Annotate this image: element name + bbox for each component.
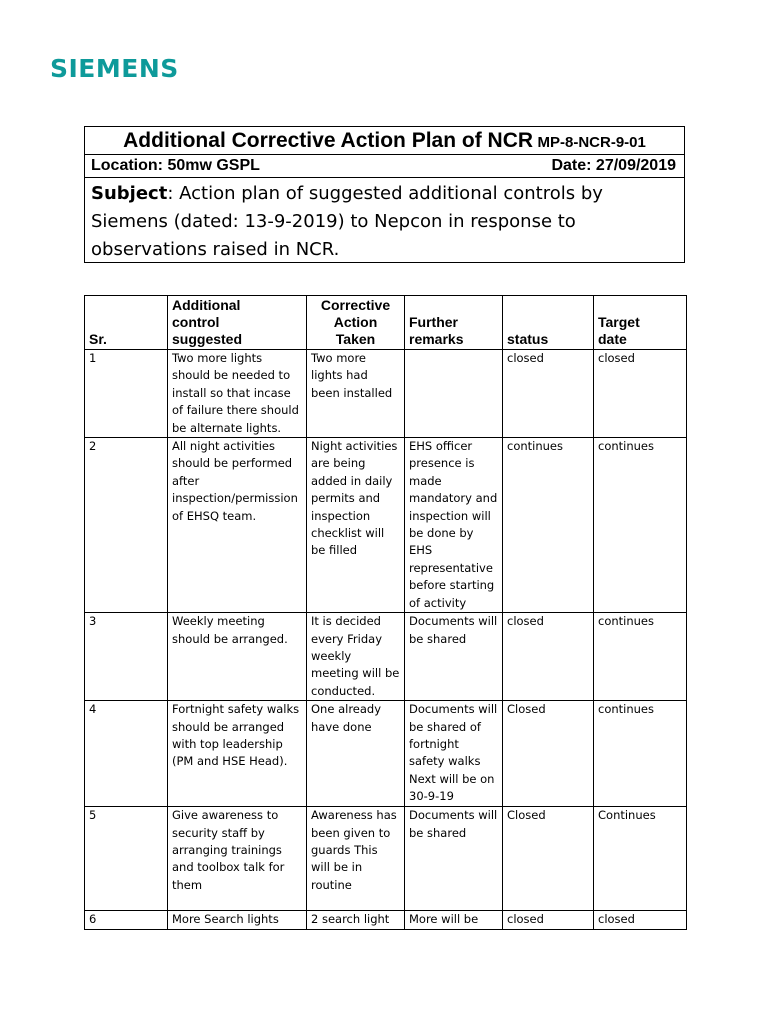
title-row	[85, 127, 684, 155]
cell-sr: 4	[85, 701, 168, 807]
table-row	[85, 613, 687, 701]
cell-additional-control: Weekly meeting should be arranged.	[168, 613, 307, 701]
cell-target-date: continues	[594, 438, 687, 613]
cell-target-date: Continues	[594, 807, 687, 911]
subject-row	[85, 178, 684, 262]
cell-further-remarks: Documents will be shared of fortnight safety walks Next will be on 30-9-19	[405, 701, 503, 807]
subject-label: Subject	[91, 183, 168, 204]
table-row	[85, 807, 687, 911]
cell-corrective-action: Two more lights had been installed	[307, 350, 405, 438]
location: Location: 50mw GSPL	[91, 157, 260, 174]
cell-status: continues	[503, 438, 594, 613]
cell-sr: 6	[85, 911, 168, 930]
subject-text: : Action plan of suggested additional controls by Siemens (dated: 13-9-2019) to Nepcon in response to observations raised in NCR.	[91, 183, 603, 260]
cell-corrective-action: 2 search light	[307, 911, 405, 930]
col-header-further-remarks: Further remarks	[405, 296, 503, 350]
cell-target-date: continues	[594, 701, 687, 807]
cell-corrective-action: It is decided every Friday weekly meeting will be conducted.	[307, 613, 405, 701]
location-date-row	[85, 155, 684, 178]
document-title: Additional Corrective Action Plan of NCR	[123, 129, 534, 152]
header-box	[84, 126, 685, 263]
col-header-sr: Sr.	[85, 296, 168, 350]
cell-additional-control: All night activities should be performed after inspection/permission of EHSQ team.	[168, 438, 307, 613]
cell-further-remarks: EHS officer presence is made mandatory and inspection will be done by EHS representative before starting of activity	[405, 438, 503, 613]
cell-target-date: continues	[594, 613, 687, 701]
cell-corrective-action: Night activities are being added in daily permits and inspection checklist will be filled	[307, 438, 405, 613]
cell-further-remarks: Documents will be shared	[405, 807, 503, 911]
cell-sr: 2	[85, 438, 168, 613]
cell-corrective-action: One already have done	[307, 701, 405, 807]
cell-sr: 5	[85, 807, 168, 911]
col-header-target-date: Target date	[594, 296, 687, 350]
cell-corrective-action: Awareness has been given to guards This will be in routine	[307, 807, 405, 911]
table-row	[85, 701, 687, 807]
cell-additional-control: Two more lights should be needed to install so that incase of failure there should be alternate lights.	[168, 350, 307, 438]
table-row	[85, 911, 687, 930]
date: Date: 27/09/2019	[551, 157, 676, 174]
col-header-corrective-action: Corrective Action Taken	[307, 296, 405, 350]
cell-additional-control: Fortnight safety walks should be arranged with top leadership (PM and HSE Head).	[168, 701, 307, 807]
cell-target-date: closed	[594, 350, 687, 438]
table-row	[85, 438, 687, 613]
document-reference: MP-8-NCR-9-01	[537, 134, 646, 151]
action-plan-table	[84, 295, 687, 930]
cell-sr: 1	[85, 350, 168, 438]
cell-status: closed	[503, 350, 594, 438]
siemens-logo: SIEMENS	[50, 54, 179, 83]
col-header-status: status	[503, 296, 594, 350]
cell-further-remarks	[405, 350, 503, 438]
cell-status: closed	[503, 613, 594, 701]
cell-sr: 3	[85, 613, 168, 701]
col-header-additional-control: Additional control suggested	[168, 296, 307, 350]
cell-additional-control: More Search lights	[168, 911, 307, 930]
cell-target-date: closed	[594, 911, 687, 930]
cell-additional-control: Give awareness to security staff by arranging trainings and toolbox talk for them	[168, 807, 307, 911]
table-header-row	[85, 296, 687, 350]
table-row	[85, 350, 687, 438]
cell-status: Closed	[503, 701, 594, 807]
cell-further-remarks: More will be	[405, 911, 503, 930]
cell-status: Closed	[503, 807, 594, 911]
cell-further-remarks: Documents will be shared	[405, 613, 503, 701]
cell-status: closed	[503, 911, 594, 930]
